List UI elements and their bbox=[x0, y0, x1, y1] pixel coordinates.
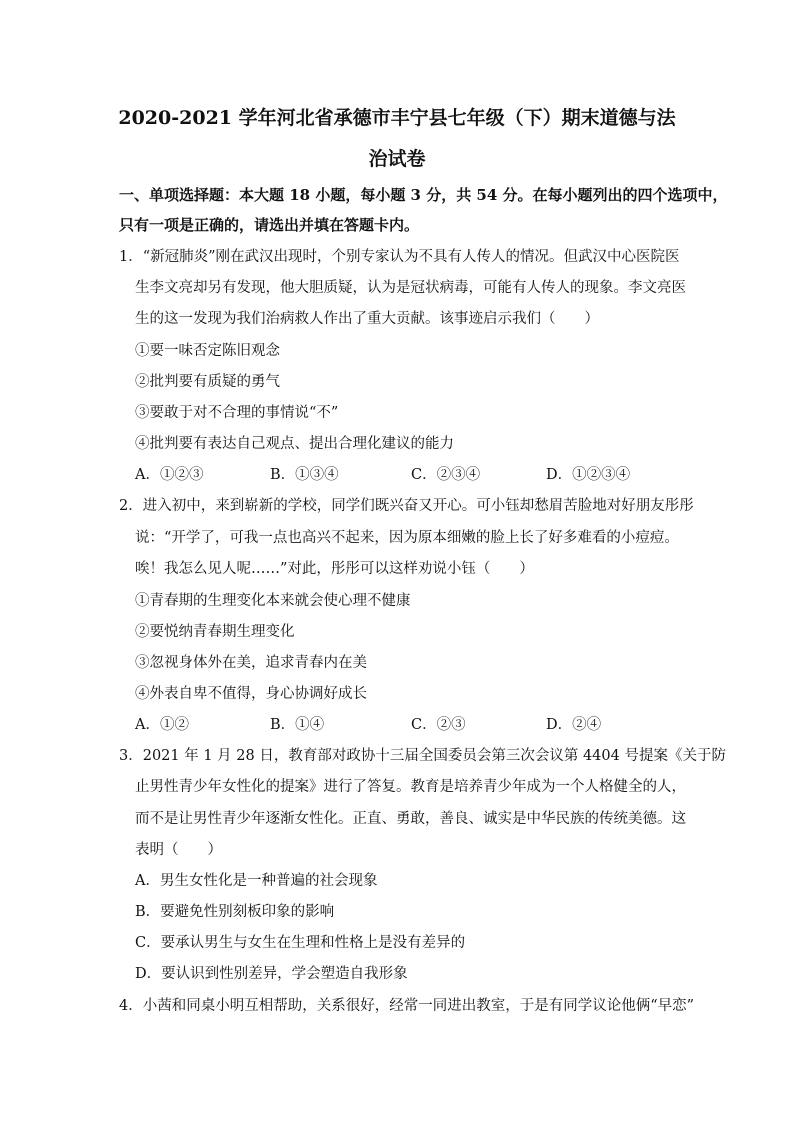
exam-title-line-2: 治试卷 bbox=[368, 148, 426, 170]
q2-option-b: B．①④ bbox=[270, 717, 325, 733]
q2-stem-line-3: 唉！我怎么见人呢……”对此，彤彤可以这样劝说小钰（ ） bbox=[135, 561, 534, 577]
q3-stem-line-4: 表明（ ） bbox=[135, 842, 222, 858]
q2-item-1: ①青春期的生理变化本来就会使心理不健康 bbox=[135, 593, 411, 609]
q3-option-b: B．要避免性别刻板印象的影响 bbox=[135, 904, 335, 920]
section-heading-line-1: 一、单项选择题：本大题 18 小题，每小题 3 分，共 54 分。在每小题列出的四个选项中， bbox=[119, 186, 728, 204]
q1-option-c: C．②③④ bbox=[411, 467, 481, 483]
q3-stem-line-1: 3．2021 年 1 月 28 日，教育部对政协十三届全国委员会第三次会议第 4404 号提案《关于防 bbox=[119, 748, 726, 764]
q2-option-d: D．②④ bbox=[546, 717, 602, 733]
q1-option-b: B．①③④ bbox=[270, 467, 339, 483]
q1-item-2: ②批判要有质疑的勇气 bbox=[135, 374, 280, 390]
q1-item-1: ①要一味否定陈旧观念 bbox=[135, 343, 280, 359]
q1-item-3: ③要敢于对不合理的事情说“不” bbox=[135, 405, 339, 421]
q2-item-4: ④外表自卑不值得，身心协调好成长 bbox=[135, 686, 367, 702]
q3-stem-line-3: 而不是让男性青少年逐渐女性化。正直、勇敢，善良、诚实是中华民族的传统美德。这 bbox=[135, 811, 686, 827]
q2-stem-line-1: 2．进入初中，来到崭新的学校，同学们既兴奋又开心。可小钰却愁眉苦脸地对好朋友彤彤 bbox=[119, 498, 694, 514]
q1-option-a: A．①②③ bbox=[135, 467, 204, 483]
q3-stem-line-2: 止男性青少年女性化的提案》进行了答复。教育是培养青少年成为一个人格健全的人， bbox=[135, 779, 686, 795]
q1-stem-line-2: 生李文亮却另有发现，他大胆质疑，认为是冠状病毒，可能有人传人的现象。李文亮医 bbox=[135, 280, 686, 296]
section-heading-line-2: 只有一项是正确的，请选出并填在答题卡内。 bbox=[119, 216, 420, 234]
q3-option-c: C．要承认男生与女生在生理和性格上是没有差异的 bbox=[135, 935, 466, 951]
q2-option-c: C．②③ bbox=[411, 717, 466, 733]
q2-item-2: ②要悦纳青春期生理变化 bbox=[135, 624, 295, 640]
q3-option-a: A．男生女性化是一种普遍的社会现象 bbox=[135, 873, 378, 889]
q4-stem-line-1: 4．小茜和同桌小明互相帮助，关系很好，经常一同进出教室，于是有同学议论他俩“早恋” bbox=[119, 998, 695, 1014]
q2-item-3: ③忽视身体外在美，追求青春内在美 bbox=[135, 655, 367, 671]
q1-item-4: ④批判要有表达自己观点、提出合理化建议的能力 bbox=[135, 436, 454, 452]
q2-stem-line-2: 说：“开学了，可我一点也高兴不起来，因为原本细嫩的脸上长了好多难看的小痘痘。 bbox=[135, 530, 679, 546]
q3-option-d: D．要认识到性别差异，学会塑造自我形象 bbox=[135, 966, 408, 982]
q1-stem-line-3: 生的这一发现为我们治病救人作出了重大贡献。该事迹启示我们（ ） bbox=[135, 311, 599, 327]
q1-option-d: D．①②③④ bbox=[546, 467, 631, 483]
exam-title-line-1: 2020-2021 学年河北省承德市丰宁县七年级（下）期末道德与法 bbox=[118, 107, 676, 129]
q1-stem-line-1: 1．“新冠肺炎”刚在武汉出现时，个别专家认为不具有人传人的情况。但武汉中心医院医 bbox=[119, 249, 680, 265]
q2-option-a: A．①② bbox=[135, 717, 189, 733]
